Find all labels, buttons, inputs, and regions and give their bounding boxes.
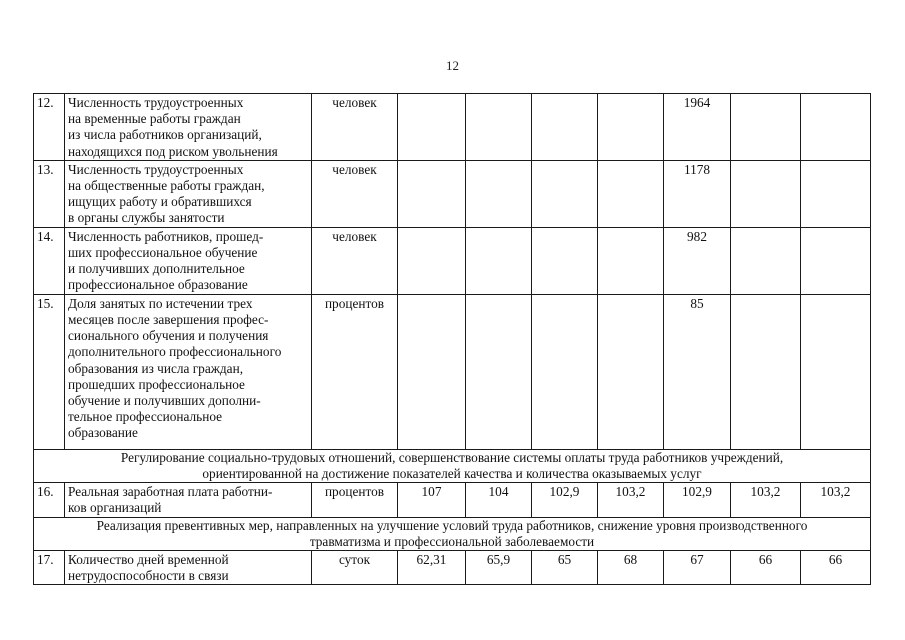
value-cell bbox=[731, 294, 801, 449]
row-number: 16. bbox=[34, 483, 65, 517]
indicators-table bbox=[33, 93, 871, 585]
value-cell bbox=[466, 227, 532, 294]
value-cell: 982 bbox=[664, 227, 731, 294]
value-cell: 65 bbox=[532, 551, 598, 585]
unit-cell: человек bbox=[312, 227, 398, 294]
table-row bbox=[34, 94, 871, 161]
value-cell: 66 bbox=[801, 551, 871, 585]
value-cell: 68 bbox=[598, 551, 664, 585]
unit-cell: процентов bbox=[312, 294, 398, 449]
table-row bbox=[34, 551, 871, 585]
row-number: 14. bbox=[34, 227, 65, 294]
value-cell: 1964 bbox=[664, 94, 731, 161]
table-row bbox=[34, 294, 871, 449]
section-heading-row bbox=[34, 449, 871, 482]
value-cell: 66 bbox=[731, 551, 801, 585]
value-cell bbox=[466, 160, 532, 227]
value-cell bbox=[532, 227, 598, 294]
value-cell bbox=[801, 227, 871, 294]
value-cell: 1178 bbox=[664, 160, 731, 227]
row-number: 17. bbox=[34, 551, 65, 585]
unit-cell: человек bbox=[312, 160, 398, 227]
value-cell: 62,31 bbox=[398, 551, 466, 585]
value-cell: 103,2 bbox=[801, 483, 871, 517]
value-cell bbox=[731, 227, 801, 294]
value-cell bbox=[466, 94, 532, 161]
value-cell bbox=[801, 160, 871, 227]
row-number: 12. bbox=[34, 94, 65, 161]
value-cell: 102,9 bbox=[664, 483, 731, 517]
section-heading-row bbox=[34, 517, 871, 550]
table-row bbox=[34, 227, 871, 294]
section-heading: Реализация превентивных мер, направленных на улучшение условий труда работников, снижение уровня производственного травматизма и профессиональной заболеваемости bbox=[34, 517, 871, 550]
value-cell bbox=[598, 294, 664, 449]
unit-cell: процентов bbox=[312, 483, 398, 517]
section-heading: Регулирование социально-трудовых отношений, совершенствование системы оплаты труда работников учреждений, ориентированной на достижение показателей качества и количества оказываемых услуг bbox=[34, 449, 871, 482]
value-cell bbox=[532, 294, 598, 449]
indicator-name: Доля занятых по истечении трех месяцев после завершения профес- сионального обучения и получения дополнительного профессионального образования из числа граждан, прошедших профессиональное обучение и получивших дополни- тельное профессиональное образование bbox=[65, 294, 312, 449]
indicator-name: Количество дней временной нетрудоспособности в связи bbox=[65, 551, 312, 585]
value-cell: 107 bbox=[398, 483, 466, 517]
page-number: 12 bbox=[446, 58, 459, 73]
indicator-name: Реальная заработная плата работни- ков организаций bbox=[65, 483, 312, 517]
row-number: 13. bbox=[34, 160, 65, 227]
unit-cell: суток bbox=[312, 551, 398, 585]
table-row bbox=[34, 160, 871, 227]
table-row bbox=[34, 483, 871, 517]
value-cell bbox=[398, 294, 466, 449]
value-cell: 85 bbox=[664, 294, 731, 449]
value-cell: 104 bbox=[466, 483, 532, 517]
value-cell: 67 bbox=[664, 551, 731, 585]
value-cell bbox=[731, 94, 801, 161]
value-cell bbox=[532, 94, 598, 161]
value-cell bbox=[598, 227, 664, 294]
value-cell: 103,2 bbox=[731, 483, 801, 517]
value-cell: 102,9 bbox=[532, 483, 598, 517]
value-cell bbox=[466, 294, 532, 449]
indicator-name: Численность работников, прошед- ших профессиональное обучение и получивших дополнительное профессиональное образование bbox=[65, 227, 312, 294]
value-cell bbox=[398, 94, 466, 161]
value-cell bbox=[731, 160, 801, 227]
indicator-name: Численность трудоустроенных на временные работы граждан из числа работников организаций, находящихся под риском увольнения bbox=[65, 94, 312, 161]
value-cell bbox=[598, 160, 664, 227]
value-cell bbox=[398, 227, 466, 294]
value-cell bbox=[801, 294, 871, 449]
value-cell bbox=[532, 160, 598, 227]
row-number: 15. bbox=[34, 294, 65, 449]
value-cell: 65,9 bbox=[466, 551, 532, 585]
value-cell bbox=[398, 160, 466, 227]
unit-cell: человек bbox=[312, 94, 398, 161]
value-cell bbox=[801, 94, 871, 161]
value-cell bbox=[598, 94, 664, 161]
value-cell: 103,2 bbox=[598, 483, 664, 517]
indicator-name: Численность трудоустроенных на общественные работы граждан, ищущих работу и обратившихся в органы службы занятости bbox=[65, 160, 312, 227]
